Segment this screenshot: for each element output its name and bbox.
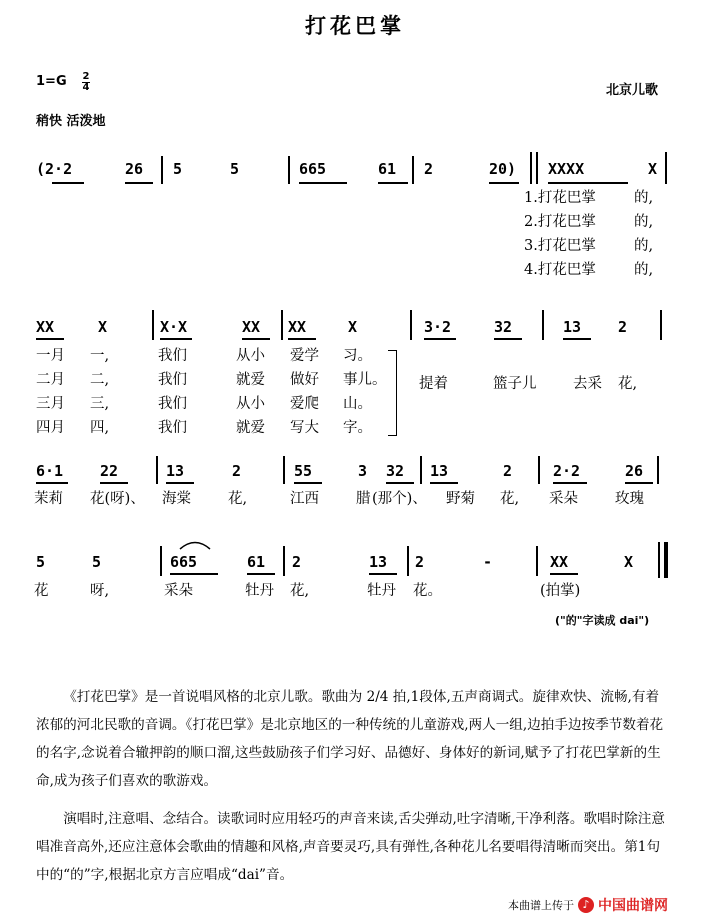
barline — [536, 152, 538, 184]
lyric: 花, — [290, 583, 310, 599]
barline — [412, 156, 414, 184]
lyric: 花, — [500, 491, 520, 507]
lyric: 习。 — [343, 348, 372, 364]
barline — [283, 546, 285, 576]
lyric-verse-1: 1.打花巴掌 — [524, 190, 596, 206]
barline — [152, 310, 154, 340]
final-barline — [664, 542, 668, 578]
lyric: 爱学 — [290, 348, 319, 364]
upload-credit — [508, 895, 668, 915]
lyric: 我们 — [158, 372, 187, 388]
note: 2 — [232, 462, 242, 480]
lyric: 四, — [90, 420, 110, 436]
lyric: 采朵 — [164, 583, 193, 599]
lyric: 爱爬 — [290, 396, 319, 412]
barline — [281, 310, 283, 340]
lyric: 腊 — [356, 491, 371, 507]
slur — [178, 538, 212, 550]
page-title: 打花巴掌 — [305, 14, 405, 38]
site-logo-text[interactable]: 中国曲谱网 — [598, 898, 668, 914]
time-sig-den: 4 — [82, 82, 90, 93]
key-label: 1=G — [36, 74, 67, 89]
beam — [166, 482, 194, 484]
beam — [36, 338, 64, 340]
lyric-verse-4: 4.打花巴掌 — [524, 262, 596, 278]
lyric: 三, — [90, 396, 110, 412]
barline — [530, 152, 532, 184]
lyric: 就爱 — [236, 372, 265, 388]
note: 665 — [170, 553, 198, 571]
description-paragraph-1: 《打花巴掌》是一首说唱风格的北京儿歌。歌曲为 2/4 拍,1段体,五声商调式。旋律欢快、流畅,有着浓郁的河北民歌的音调。《打花巴掌》是北京地区的一种传统的儿童游戏,两人一组,边拍手边按季节数着花的名字,念说着合辙押韵的顺口溜,这些鼓励孩子们学习好、品德好、身体好的新词,赋予了打花巴掌新的生命,成为孩子们喜欢的歌游戏。 — [36, 689, 664, 789]
note: 55 — [294, 462, 313, 480]
beam — [553, 482, 587, 484]
note: 13 — [369, 553, 388, 571]
lyric: 的, — [634, 214, 654, 230]
note: 2 — [618, 318, 628, 336]
lyric: 一, — [90, 348, 110, 364]
note: XXXX — [548, 160, 585, 178]
note: X — [648, 160, 658, 178]
pronunciation-footnote: ("的"字读成 dai") — [555, 614, 650, 627]
lyric: 做好 — [290, 372, 319, 388]
lyric: 花。 — [413, 583, 442, 599]
beam — [563, 338, 591, 340]
note: 22 — [100, 462, 119, 480]
beam — [625, 482, 653, 484]
beam — [242, 338, 270, 340]
note: 13 — [563, 318, 582, 336]
barline — [410, 310, 412, 340]
beam — [494, 338, 522, 340]
lyric: 山。 — [343, 396, 372, 412]
note: 32 — [494, 318, 513, 336]
lyric: 茉莉 — [34, 491, 63, 507]
lyric: 四月 — [36, 420, 65, 436]
lyric: 二, — [90, 372, 110, 388]
barline — [156, 456, 158, 484]
beam — [430, 482, 458, 484]
note: 32 — [386, 462, 405, 480]
note: (2·2 — [36, 160, 73, 178]
time-sig-num: 2 — [82, 71, 90, 82]
beam — [369, 573, 397, 575]
lyric: 三月 — [36, 396, 65, 412]
lyric: 字。 — [343, 420, 372, 436]
beam — [424, 338, 456, 340]
note: 5 — [230, 160, 240, 178]
note: 13 — [166, 462, 185, 480]
barline — [283, 456, 285, 484]
beam — [36, 482, 68, 484]
note: 2 — [292, 553, 302, 571]
beam — [548, 182, 628, 184]
lyric: 一月 — [36, 348, 65, 364]
lyric: 就爱 — [236, 420, 265, 436]
note: 2 — [424, 160, 434, 178]
barline — [536, 546, 538, 576]
description-paragraph-2: 演唱时,注意唱、念结合。读歌词时应用轻巧的声音来读,舌尖弹动,吐字清晰,干净利落。歌唱时除注意唱准音高外,还应注意体会歌曲的情趣和风格,声音要灵巧,具有弹性,各种花儿名要唱得清晰而突出。第1句中的“的”字,根据北京方言应唱成“dai”音。 — [36, 811, 665, 883]
note: XX — [36, 318, 55, 336]
barline — [665, 152, 667, 184]
note: XX — [242, 318, 261, 336]
lyric: 从小 — [236, 348, 265, 364]
lyric-verse-2: 2.打花巴掌 — [524, 214, 596, 230]
beam — [288, 338, 316, 340]
lyric: 玫瑰 — [615, 491, 644, 507]
barline — [161, 156, 163, 184]
beam — [52, 182, 84, 184]
note: - — [483, 553, 493, 571]
lyric: 的, — [634, 262, 654, 278]
note: 13 — [430, 462, 449, 480]
lyric: 我们 — [158, 396, 187, 412]
lyric: 的, — [634, 238, 654, 254]
beam — [247, 573, 275, 575]
lyric: (那个)、 — [372, 491, 427, 507]
beam — [160, 338, 192, 340]
note: X·X — [160, 318, 188, 336]
beam — [489, 182, 519, 184]
beam — [100, 482, 128, 484]
beam — [299, 182, 347, 184]
lyric: 牡丹 — [245, 583, 274, 599]
note: 26 — [625, 462, 644, 480]
lyric: 提着 — [419, 376, 448, 392]
lyric: 写大 — [290, 420, 319, 436]
lyric: 牡丹 — [367, 583, 396, 599]
time-signature — [82, 72, 90, 93]
lyric-verse-3: 3.打花巴掌 — [524, 238, 596, 254]
beam — [170, 573, 218, 575]
qupu-logo-icon: ♪ — [578, 897, 594, 913]
note: 2 — [415, 553, 425, 571]
lyric: 采朵 — [549, 491, 578, 507]
note: 665 — [299, 160, 327, 178]
lyric: 从小 — [236, 396, 265, 412]
song-origin: 北京儿歌 — [606, 83, 659, 98]
note: 5 — [173, 160, 183, 178]
note: 5 — [36, 553, 46, 571]
lyric: 花, — [618, 376, 638, 392]
tempo-marking: 稍快 活泼地 — [36, 114, 106, 129]
barline — [160, 546, 162, 576]
lyric: 花 — [34, 583, 49, 599]
note: X — [624, 553, 634, 571]
lyric: 去采 — [573, 376, 602, 392]
barline — [538, 456, 540, 484]
barline — [542, 310, 544, 340]
lyric: 篮子儿 — [493, 376, 537, 392]
lyric: 事儿。 — [343, 372, 387, 388]
beam — [125, 182, 153, 184]
note: XX — [288, 318, 307, 336]
note: 20) — [489, 160, 517, 178]
barline — [407, 546, 409, 576]
lyric: 海棠 — [162, 491, 191, 507]
note: 3 — [358, 462, 368, 480]
note: 2·2 — [553, 462, 581, 480]
barline — [420, 456, 422, 484]
note: 26 — [125, 160, 144, 178]
barline — [288, 156, 290, 184]
note: 61 — [247, 553, 266, 571]
lyric: 花, — [228, 491, 248, 507]
note: 3·2 — [424, 318, 452, 336]
beam — [386, 482, 414, 484]
lyric: 二月 — [36, 372, 65, 388]
beam — [550, 573, 578, 575]
note: 61 — [378, 160, 397, 178]
note: 2 — [503, 462, 513, 480]
upload-note: 本曲谱上传于 — [508, 899, 574, 912]
barline — [658, 542, 660, 578]
lyric: 江西 — [290, 491, 319, 507]
note: 6·1 — [36, 462, 64, 480]
lyric: 野菊 — [446, 491, 475, 507]
verse-bracket — [388, 350, 397, 436]
note: XX — [550, 553, 569, 571]
lyric: 我们 — [158, 420, 187, 436]
note: X — [98, 318, 108, 336]
lyric: 的, — [634, 190, 654, 206]
note: 5 — [92, 553, 102, 571]
barline — [660, 310, 662, 340]
beam — [378, 182, 408, 184]
lyric: 我们 — [158, 348, 187, 364]
lyric: (拍掌) — [540, 583, 581, 599]
barline — [657, 456, 659, 484]
beam — [294, 482, 322, 484]
note: X — [348, 318, 358, 336]
lyric: 呀, — [90, 583, 110, 599]
key-signature — [36, 74, 67, 89]
lyric: 花(呀)、 — [90, 491, 145, 507]
